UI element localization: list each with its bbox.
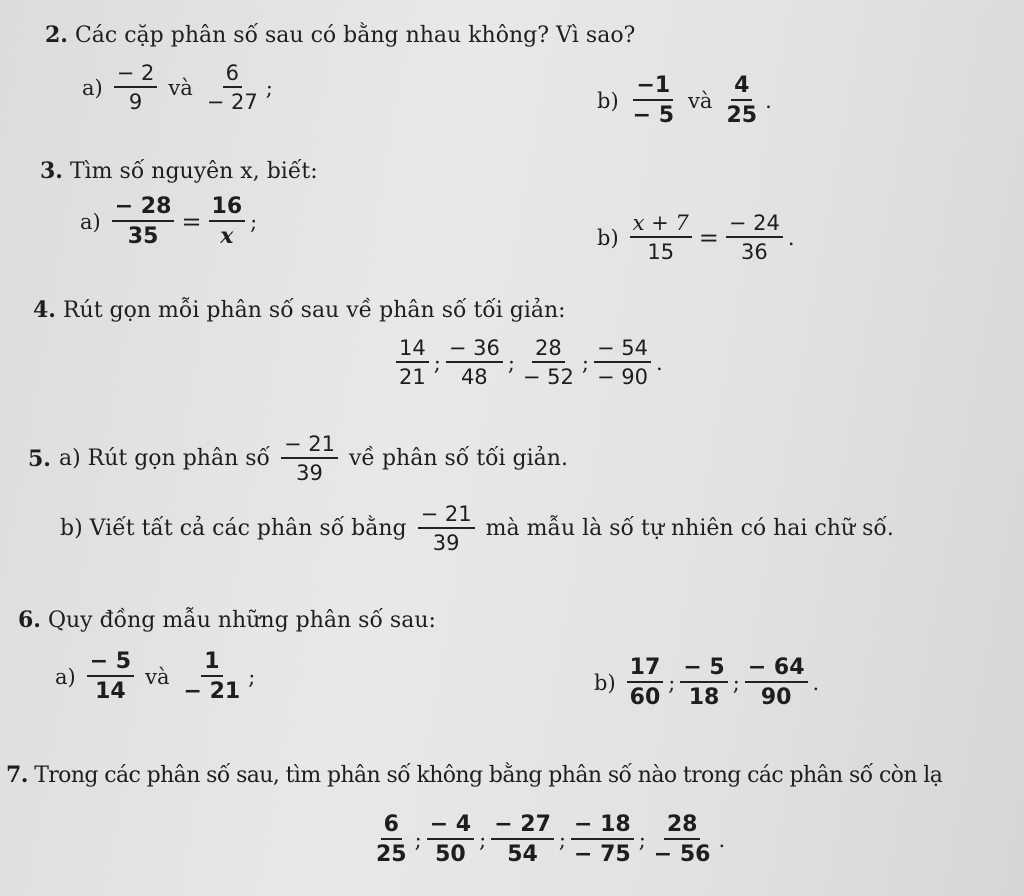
separator: ;	[638, 827, 646, 852]
fraction	[204, 62, 261, 113]
fraction	[112, 195, 175, 248]
exercise-text: b) Viết tất cả các phân số bằng	[60, 516, 407, 542]
fraction	[181, 650, 244, 703]
exercise-7-fractions	[370, 813, 727, 866]
separator: ;	[479, 827, 487, 852]
punctuation: .	[787, 225, 795, 250]
separator: ;	[668, 670, 676, 695]
denominator: 15	[647, 240, 675, 265]
part-label: a)	[55, 664, 76, 689]
numerator: 28	[664, 813, 701, 840]
exercise-text-continued: về phân số tối giản.	[349, 446, 568, 472]
numerator: 6	[381, 813, 402, 840]
denominator: 50	[435, 842, 466, 868]
exercise-2-title	[45, 22, 635, 48]
numerator: − 28	[112, 195, 175, 222]
fraction	[114, 62, 158, 113]
part-label: b)	[597, 88, 619, 113]
numerator: − 36	[446, 337, 503, 363]
exercise-6-part-a	[55, 650, 257, 703]
fraction	[723, 74, 760, 127]
conjunction: và	[145, 664, 170, 689]
fraction	[281, 433, 338, 484]
denominator: 14	[95, 679, 126, 705]
fraction	[594, 337, 651, 388]
fraction	[373, 813, 410, 866]
exercise-text: Tìm số nguyên x, biết:	[69, 159, 318, 184]
numerator: − 4	[427, 813, 474, 840]
numerator: 28	[532, 337, 565, 363]
exercise-5-part-a	[28, 433, 568, 484]
punctuation: .	[765, 88, 772, 113]
equals-sign: =	[698, 223, 719, 252]
punctuation: .	[812, 670, 820, 695]
numerator: − 18	[571, 813, 634, 840]
exercise-2-part-a	[82, 62, 275, 113]
fraction	[680, 656, 727, 709]
denominator: 18	[688, 685, 720, 711]
separator: ;	[414, 827, 422, 852]
numerator: − 21	[281, 433, 338, 459]
numerator: − 5	[87, 650, 134, 677]
numerator: x + 7	[630, 212, 692, 238]
fraction	[491, 813, 554, 866]
numerator: 17	[627, 656, 664, 683]
denominator: 21	[399, 365, 426, 390]
equals-sign: =	[181, 207, 202, 236]
separator: ;	[507, 350, 515, 375]
exercise-3-part-a	[80, 195, 259, 248]
denominator: 39	[296, 461, 323, 486]
numerator: 16	[209, 195, 246, 222]
fraction	[726, 212, 783, 263]
denominator: − 52	[522, 365, 574, 390]
fraction	[209, 195, 246, 248]
denominator: 54	[507, 842, 538, 868]
denominator: 25	[376, 842, 407, 868]
denominator: − 90	[596, 365, 648, 390]
denominator: 39	[432, 531, 460, 556]
fraction	[427, 813, 474, 866]
fraction	[745, 656, 808, 709]
punctuation: ;	[248, 664, 256, 689]
exercise-number: 5.	[28, 445, 51, 472]
punctuation: ;	[250, 209, 258, 234]
fraction	[520, 337, 577, 388]
numerator: 4	[731, 74, 752, 101]
denominator: − 75	[573, 842, 631, 868]
exercise-4-fractions	[393, 337, 665, 388]
denominator: x	[220, 223, 234, 250]
denominator: − 21	[183, 679, 241, 705]
conjunction: và	[168, 75, 193, 100]
exercise-3-part-b	[597, 212, 797, 263]
punctuation: .	[718, 827, 726, 852]
exercise-text: Các cặp phân số sau có bằng nhau không? Vì sao?	[74, 23, 636, 48]
denominator: 25	[726, 103, 758, 129]
exercise-2-part-b	[597, 74, 774, 127]
denominator: 60	[629, 685, 661, 711]
punctuation: ;	[265, 75, 273, 100]
exercise-5-part-b	[60, 503, 894, 554]
denominator: − 5	[632, 103, 675, 129]
exercise-3-title	[40, 158, 318, 184]
denominator: 48	[460, 365, 488, 390]
exercise-number: 6.	[18, 607, 41, 633]
separator: ;	[581, 350, 589, 375]
separator: ;	[732, 670, 740, 695]
separator: ;	[558, 827, 566, 852]
fraction	[630, 74, 677, 127]
fraction	[396, 337, 429, 388]
numerator: −1	[633, 74, 673, 101]
exercise-number: 7.	[6, 762, 28, 788]
denominator: − 27	[206, 90, 258, 115]
numerator: 14	[396, 337, 429, 363]
fraction	[571, 813, 634, 866]
part-label: b)	[597, 225, 619, 250]
denominator: 9	[128, 90, 143, 115]
part-label: b)	[594, 670, 616, 695]
exercise-text: a) Rút gọn phân số	[58, 446, 270, 472]
numerator: 1	[201, 650, 222, 677]
fraction	[651, 813, 714, 866]
exercise-4-title	[33, 297, 566, 323]
denominator: 90	[760, 685, 792, 711]
numerator: − 5	[680, 656, 727, 683]
part-label: a)	[80, 209, 101, 234]
numerator: − 27	[491, 813, 554, 840]
fraction	[630, 212, 692, 263]
fraction	[627, 656, 664, 709]
numerator: 6	[223, 62, 242, 88]
denominator: 36	[741, 240, 768, 265]
fraction	[418, 503, 475, 554]
exercise-number: 4.	[33, 297, 56, 323]
numerator: − 64	[745, 656, 808, 683]
numerator: − 24	[726, 212, 783, 238]
punctuation: .	[655, 350, 663, 375]
numerator: − 2	[114, 62, 158, 88]
exercise-text: Trong các phân số sau, tìm phân số không bằng phân số nào trong các phân số còn lạ	[34, 763, 943, 788]
conjunction: và	[688, 88, 713, 113]
exercise-6-title	[18, 607, 436, 633]
fraction	[87, 650, 134, 703]
exercise-text: Rút gọn mỗi phân số sau về phân số tối giản:	[62, 298, 566, 323]
exercise-number: 2.	[45, 22, 68, 48]
separator: ;	[433, 350, 441, 375]
numerator: − 54	[594, 337, 651, 363]
exercise-text-continued: mà mẫu là số tự nhiên có hai chữ số.	[485, 516, 894, 542]
exercise-text: Quy đồng mẫu những phân số sau:	[47, 608, 436, 633]
exercise-6-part-b	[594, 656, 821, 709]
denominator: 35	[127, 224, 159, 250]
numerator: − 21	[418, 503, 475, 529]
exercise-number: 3.	[40, 158, 63, 184]
fraction	[446, 337, 503, 388]
exercise-7-title	[6, 762, 942, 788]
denominator: − 56	[653, 842, 711, 868]
part-label: a)	[82, 75, 103, 100]
